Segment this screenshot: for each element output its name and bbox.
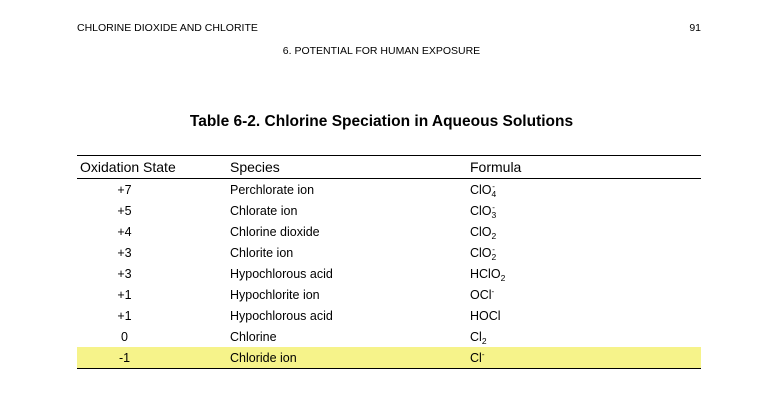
cell-formula <box>470 204 495 218</box>
formula-subscript: 2 <box>500 273 506 283</box>
formula-superscript: - <box>491 287 495 296</box>
cell-formula <box>470 309 501 323</box>
cell-species: Chlorate ion <box>230 204 298 218</box>
table-row <box>77 284 701 305</box>
formula-subscript: 2 <box>491 252 497 262</box>
cell-oxidation-state: +5 <box>117 204 132 218</box>
formula-base: HOCl <box>470 309 501 323</box>
cell-species: Chlorite ion <box>230 246 294 260</box>
cell-oxidation-state: -1 <box>118 351 131 365</box>
table-row <box>77 326 701 347</box>
column-header-oxidation-state: Oxidation State <box>80 159 176 175</box>
formula-base: Cl <box>470 330 482 344</box>
table-header-row <box>77 156 701 178</box>
cell-formula <box>470 288 494 302</box>
formula-base: Cl <box>470 351 482 365</box>
cell-species: Chlorine <box>230 330 277 344</box>
formula-subscript: 2 <box>491 231 497 241</box>
running-header-title: CHLORINE DIOXIDE AND CHLORITE <box>77 22 258 34</box>
column-header-species: Species <box>230 159 280 175</box>
table-body <box>77 179 701 368</box>
table-row <box>77 242 701 263</box>
cell-oxidation-state: +1 <box>117 309 132 323</box>
formula-base: OCl <box>470 288 492 302</box>
table-bottom-rule <box>77 368 701 369</box>
formula-superscript: - <box>481 350 485 359</box>
formula-base: ClO <box>470 225 492 239</box>
cell-species: Perchlorate ion <box>230 183 315 197</box>
formula-superscript: - <box>492 182 495 191</box>
cell-formula <box>470 183 495 197</box>
cell-oxidation-state: 0 <box>121 330 128 344</box>
table-row <box>77 305 701 326</box>
table-row <box>77 200 701 221</box>
chapter-heading: 6. POTENTIAL FOR HUMAN EXPOSURE <box>282 45 481 57</box>
formula-base: HClO <box>470 267 501 281</box>
formula-superscript: - <box>492 245 495 254</box>
formula-base: ClO <box>470 183 492 197</box>
formula-base: ClO <box>470 204 492 218</box>
formula-base: ClO <box>470 246 492 260</box>
cell-species: Hypochlorous acid <box>230 267 333 281</box>
cell-species: Hypochlorite ion <box>230 288 320 302</box>
cell-formula <box>470 351 484 365</box>
formula-subscript: 2 <box>481 336 487 346</box>
cell-oxidation-state: +1 <box>117 288 132 302</box>
cell-oxidation-state: +7 <box>117 183 132 197</box>
table-row <box>77 263 701 284</box>
formula-subscript: 4 <box>491 189 497 199</box>
table-row <box>77 347 701 368</box>
cell-oxidation-state: +4 <box>117 225 132 239</box>
column-header-formula: Formula <box>470 159 522 175</box>
cell-species: Chlorine dioxide <box>230 225 320 239</box>
cell-species: Chloride ion <box>230 351 297 365</box>
formula-subscript: 3 <box>491 210 497 220</box>
cell-species: Hypochlorous acid <box>230 309 333 323</box>
cell-formula <box>470 225 496 239</box>
table-row <box>77 221 701 242</box>
speciation-table <box>77 155 701 369</box>
page-number: 91 <box>689 22 701 34</box>
formula-superscript: - <box>492 203 495 212</box>
cell-oxidation-state: +3 <box>117 267 132 281</box>
table-row <box>77 179 701 200</box>
cell-formula <box>470 246 495 260</box>
cell-formula <box>470 330 487 344</box>
cell-oxidation-state: +3 <box>117 246 132 260</box>
cell-formula <box>470 267 505 281</box>
table-title: Table 6-2. Chlorine Speciation in Aqueous Solutions <box>189 113 574 130</box>
